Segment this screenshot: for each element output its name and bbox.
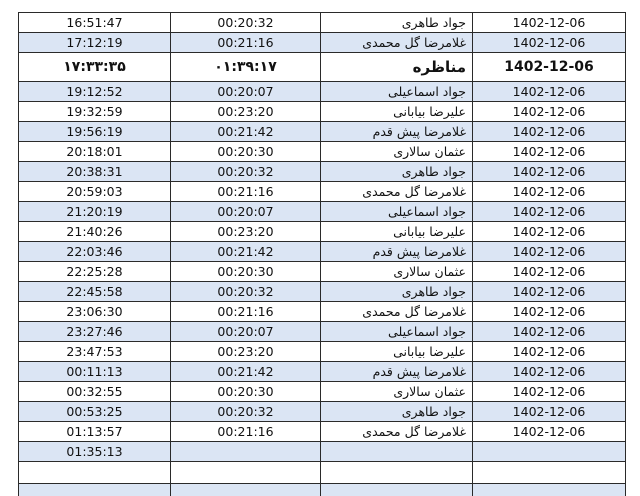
table-row <box>19 222 626 242</box>
duration-cell: 00:20:07 <box>171 322 321 342</box>
program-name-cell: جواد اسماعیلی <box>321 82 473 102</box>
end-time-cell: 01:13:57 <box>19 422 171 442</box>
table-row <box>19 382 626 402</box>
date-cell: 1402-12-06 <box>473 302 626 322</box>
program-name-cell: غلامرضا پیش قدم <box>321 122 473 142</box>
duration-cell: 00:23:20 <box>171 342 321 362</box>
end-time-cell: 00:11:13 <box>19 362 171 382</box>
program-name-cell: علیرضا بیابانی <box>321 102 473 122</box>
table-row <box>19 182 626 202</box>
end-time-cell: 17:12:19 <box>19 33 171 53</box>
end-time-cell: 20:59:03 <box>19 182 171 202</box>
end-time-cell: 23:47:53 <box>19 342 171 362</box>
date-cell: 1402-12-06 <box>473 422 626 442</box>
duration-cell: 00:20:32 <box>171 162 321 182</box>
duration-cell: 00:21:16 <box>171 182 321 202</box>
table-row <box>19 302 626 322</box>
program-name-cell: غلامرضا گل محمدی <box>321 182 473 202</box>
date-cell: 1402-12-06 <box>473 33 626 53</box>
program-name-cell: غلامرضا پیش قدم <box>321 362 473 382</box>
duration-cell: 00:21:42 <box>171 362 321 382</box>
duration-cell: 00:23:20 <box>171 222 321 242</box>
duration-cell: 00:21:16 <box>171 422 321 442</box>
table-row <box>19 13 626 33</box>
date-cell <box>473 442 626 462</box>
table-row <box>19 282 626 302</box>
end-time-cell: 21:40:26 <box>19 222 171 242</box>
table-row <box>19 122 626 142</box>
table-row <box>19 362 626 382</box>
program-name-cell: جواد طاهری <box>321 402 473 422</box>
date-cell: 1402-12-06 <box>473 13 626 33</box>
duration-cell: 00:20:32 <box>171 282 321 302</box>
duration-cell: 00:20:30 <box>171 262 321 282</box>
end-time-cell: 00:53:25 <box>19 402 171 422</box>
program-name-cell: علیرضا بیابانی <box>321 342 473 362</box>
empty-row <box>19 484 626 496</box>
end-time-cell: 01:35:13 <box>19 442 171 462</box>
duration-cell: 00:21:42 <box>171 242 321 262</box>
date-cell: 1402-12-06 <box>473 82 626 102</box>
table-row <box>19 322 626 342</box>
schedule-table <box>18 12 626 496</box>
end-time-cell: 22:25:28 <box>19 262 171 282</box>
end-time-cell: 19:32:59 <box>19 102 171 122</box>
table-row <box>19 262 626 282</box>
program-name-cell <box>321 442 473 462</box>
table-row <box>19 33 626 53</box>
end-time-cell: 20:18:01 <box>19 142 171 162</box>
program-name-cell: جواد اسماعیلی <box>321 202 473 222</box>
date-cell: 1402-12-06 <box>473 122 626 142</box>
program-name-cell: غلامرضا گل محمدی <box>321 302 473 322</box>
date-cell: 1402-12-06 <box>473 162 626 182</box>
program-name-cell: عثمان سالاری <box>321 142 473 162</box>
empty-cell <box>19 484 171 496</box>
date-cell: 1402-12-06 <box>473 322 626 342</box>
table-row <box>19 53 626 82</box>
program-name-cell: غلامرضا گل محمدی <box>321 422 473 442</box>
table-row <box>19 402 626 422</box>
date-cell: 1402-12-06 <box>473 402 626 422</box>
duration-cell: 00:20:32 <box>171 402 321 422</box>
date-cell: 1402-12-06 <box>473 202 626 222</box>
end-time-cell: 20:38:31 <box>19 162 171 182</box>
table-row <box>19 142 626 162</box>
program-name-cell: مناظره <box>321 53 473 82</box>
duration-cell: 00:20:07 <box>171 202 321 222</box>
table-row <box>19 162 626 182</box>
date-cell: 1402-12-06 <box>473 222 626 242</box>
end-time-cell: 23:27:46 <box>19 322 171 342</box>
program-name-cell: جواد اسماعیلی <box>321 322 473 342</box>
table-row <box>19 342 626 362</box>
duration-cell: 00:20:30 <box>171 142 321 162</box>
empty-cell <box>321 484 473 496</box>
date-cell: 1402-12-06 <box>473 362 626 382</box>
duration-cell: 00:20:30 <box>171 382 321 402</box>
duration-cell: ۰۱:۳۹:۱۷ <box>171 53 321 82</box>
end-time-cell: 22:45:58 <box>19 282 171 302</box>
duration-cell: 00:23:20 <box>171 102 321 122</box>
table-row <box>19 442 626 462</box>
empty-cell <box>321 462 473 484</box>
duration-cell: 00:20:07 <box>171 82 321 102</box>
program-name-cell: جواد طاهری <box>321 162 473 182</box>
table-row <box>19 202 626 222</box>
end-time-cell: ۱۷:۳۳:۳۵ <box>19 53 171 82</box>
program-name-cell: عثمان سالاری <box>321 382 473 402</box>
date-cell: 1402-12-06 <box>473 262 626 282</box>
table-row <box>19 102 626 122</box>
program-name-cell: غلامرضا پیش قدم <box>321 242 473 262</box>
duration-cell: 00:20:32 <box>171 13 321 33</box>
program-name-cell: غلامرضا گل محمدی <box>321 33 473 53</box>
date-cell: 1402-12-06 <box>473 282 626 302</box>
end-time-cell: 00:32:55 <box>19 382 171 402</box>
date-cell: 1402-12-06 <box>473 342 626 362</box>
date-cell: 1402-12-06 <box>473 382 626 402</box>
empty-cell <box>171 462 321 484</box>
duration-cell <box>171 442 321 462</box>
end-time-cell: 16:51:47 <box>19 13 171 33</box>
program-name-cell: جواد طاهری <box>321 13 473 33</box>
empty-row <box>19 462 626 484</box>
date-cell: 1402-12-06 <box>473 142 626 162</box>
empty-cell <box>473 484 626 496</box>
empty-cell <box>473 462 626 484</box>
program-name-cell: عثمان سالاری <box>321 262 473 282</box>
program-name-cell: جواد طاهری <box>321 282 473 302</box>
date-cell: 1402-12-06 <box>473 242 626 262</box>
duration-cell: 00:21:16 <box>171 302 321 322</box>
date-cell: 1402-12-06 <box>473 102 626 122</box>
end-time-cell: 21:20:19 <box>19 202 171 222</box>
duration-cell: 00:21:16 <box>171 33 321 53</box>
end-time-cell: 23:06:30 <box>19 302 171 322</box>
table-row <box>19 242 626 262</box>
date-cell: 1402-12-06 <box>473 182 626 202</box>
table-row <box>19 422 626 442</box>
schedule-body <box>19 13 626 496</box>
end-time-cell: 19:12:52 <box>19 82 171 102</box>
program-name-cell: علیرضا بیابانی <box>321 222 473 242</box>
end-time-cell: 19:56:19 <box>19 122 171 142</box>
empty-cell <box>19 462 171 484</box>
date-cell: 1402-12-06 <box>473 53 626 82</box>
table-row <box>19 82 626 102</box>
empty-cell <box>171 484 321 496</box>
end-time-cell: 22:03:46 <box>19 242 171 262</box>
duration-cell: 00:21:42 <box>171 122 321 142</box>
